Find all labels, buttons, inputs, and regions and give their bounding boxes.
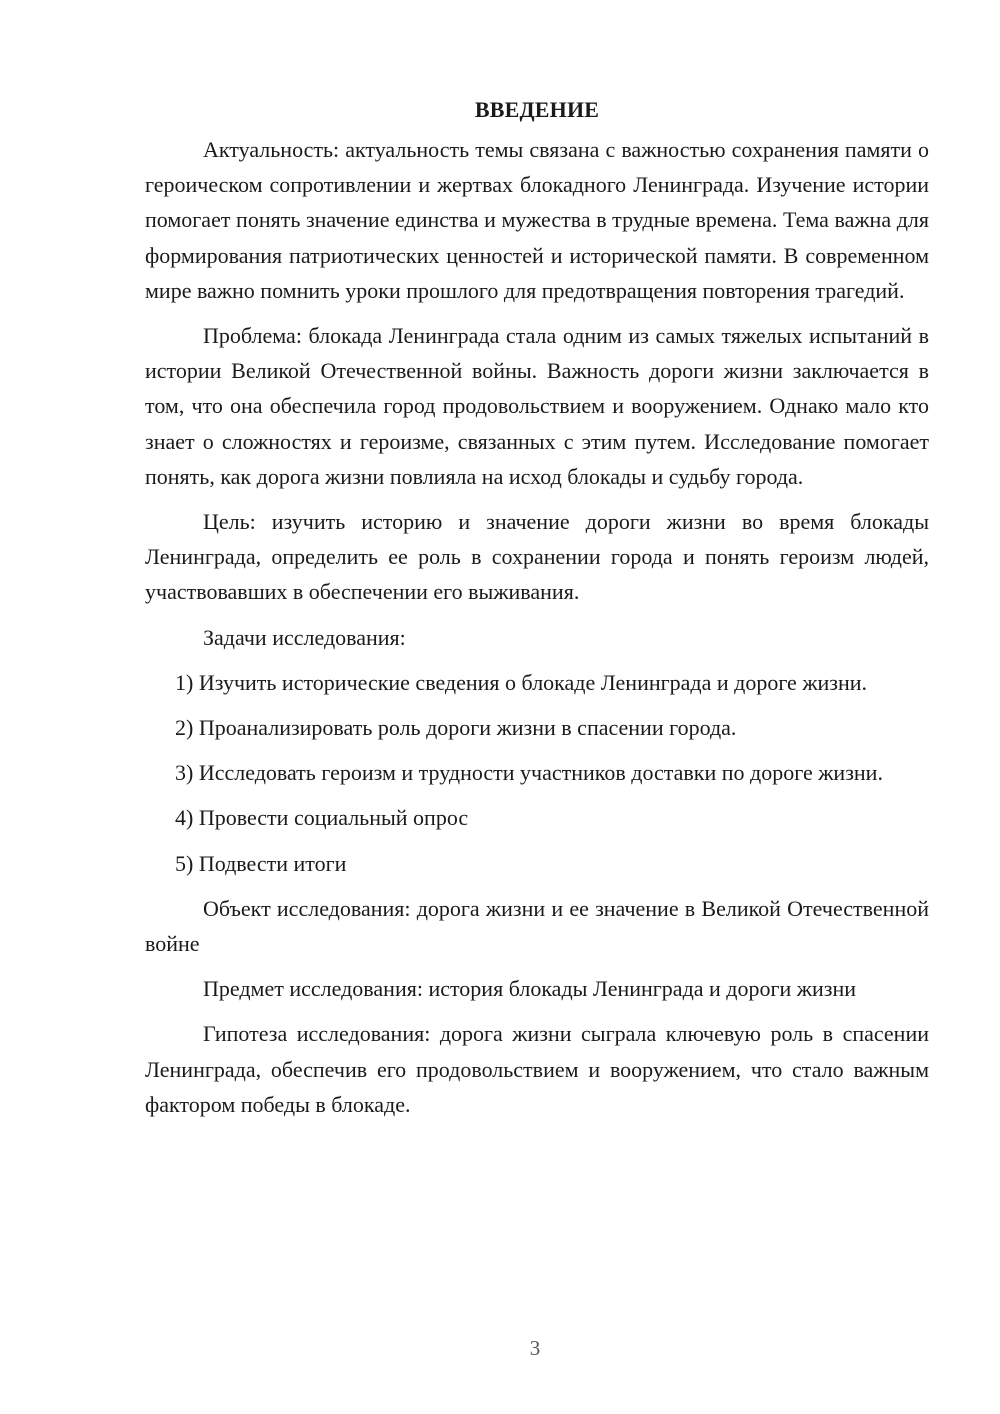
paragraph-relevance: Актуальность: актуальность темы связана с важностью сохранения памяти о героическом сопротивлении и жертвах блокадного Ленинграда. Изучение истории помогает понять значение единства и мужества в трудные времена. Тема важна для формирования патриотических ценностей и исторической памяти. В современном мире важно помнить уроки прошлого для предотвращения повторения трагедий. [145,137,929,303]
task-item-3: 3) Исследовать героизм и трудности участников доставки по дороге жизни. [175,760,883,786]
task-item-2: 2) Проанализировать роль дороги жизни в спасении города. [175,715,737,741]
task-item-4: 4) Провести социальный опрос [175,805,469,831]
paragraph-tasks-heading: Задачи исследования: [203,624,406,650]
page-number: 3 [529,1336,541,1360]
paragraph-subject: Предмет исследования: история блокады Ленинграда и дороги жизни [203,976,856,1002]
section-title: ВВЕДЕНИЕ [474,97,600,122]
task-item-1: 1) Изучить исторические сведения о блокаде Ленинграда и дороге жизни. [175,669,868,695]
paragraph-goal: Цель: изучить историю и значение дороги жизни во время блокады Ленинграда, определить ее роль в сохранении города и понять героизм людей, участвовавших в обеспечении его выживания. [145,509,929,605]
task-item-5: 5) Подвести итоги [175,850,347,876]
document-page [145,92,929,1132]
paragraph-object: Объект исследования: дорога жизни и ее значение в Великой Отечественной войне [145,895,929,957]
paragraph-hypothesis: Гипотеза исследования: дорога жизни сыграла ключевую роль в спасении Ленинграда, обеспечив его продовольствием и вооружением, что стало важным фактором победы в блокаде. [145,1021,929,1117]
paragraph-problem: Проблема: блокада Ленинграда стала одним из самых тяжелых испытаний в истории Великой Отечественной войны. Важность дороги жизни заключается в том, что она обеспечила город продовольствием и вооружением. Однако мало кто знает о сложностях и героизме, связанных с этим путем. Исследование помогает понять, как дорога жизни повлияла на исход блокады и судьбу города. [145,323,929,489]
